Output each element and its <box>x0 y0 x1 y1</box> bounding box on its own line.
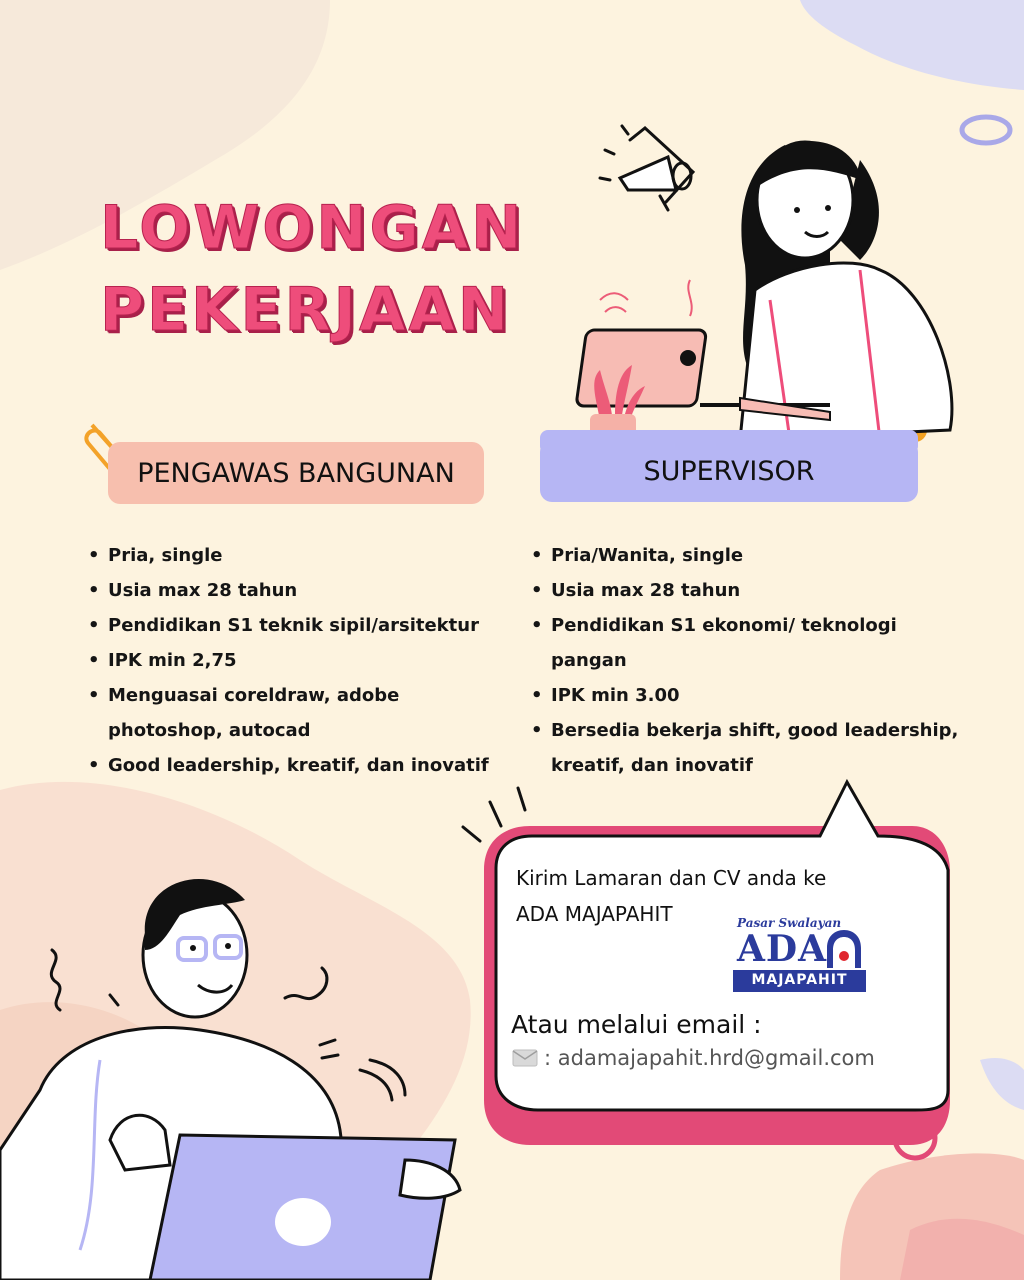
list-item: • Pendidikan S1 ekonomi/ teknologi pangan <box>531 608 961 678</box>
envelope-icon <box>512 1049 538 1067</box>
list-item: • Pria/Wanita, single <box>531 538 961 573</box>
email-address[interactable]: : adamajapahit.hrd@gmail.com <box>544 1046 875 1070</box>
list-item: • Usia max 28 tahun <box>531 573 961 608</box>
ada-majapahit-logo <box>733 910 866 995</box>
title-line-2: PEKERJAAN <box>100 275 512 345</box>
list-item: • Pendidikan S1 teknik sipil/arsitektur <box>88 608 508 643</box>
list-item: • Pria, single <box>88 538 508 573</box>
job-title-pengawas: PENGAWAS BANGUNAN <box>108 442 484 504</box>
send-instruction-line-1: Kirim Lamaran dan CV anda ke <box>516 866 827 890</box>
list-item: • Usia max 28 tahun <box>88 573 508 608</box>
list-item: • Good leadership, kreatif, dan inovatif <box>88 748 508 783</box>
list-item: • Bersedia bekerja shift, good leadership, kreatif, dan inovatif <box>531 713 961 783</box>
title-line-1: LOWONGAN <box>100 193 525 263</box>
job-title-supervisor: SUPERVISOR <box>540 440 918 502</box>
logo-bottom-text: MAJAPAHIT <box>751 972 848 988</box>
list-item: • Menguasai coreldraw, adobe photoshop, autocad <box>88 678 508 748</box>
requirements-list-pengawas <box>88 538 508 783</box>
logo-top-text: Pasar Swalayan <box>737 916 842 930</box>
list-item: • IPK min 2,75 <box>88 643 508 678</box>
requirements-list-supervisor <box>531 538 961 783</box>
email-row[interactable] <box>512 1046 875 1070</box>
logo-arch-icon <box>825 928 863 968</box>
logo-brand-text: ADA <box>737 928 828 970</box>
list-item: • IPK min 3.00 <box>531 678 961 713</box>
send-instruction-line-2: ADA MAJAPAHIT <box>516 902 673 926</box>
email-label: Atau melalui email : <box>511 1010 762 1039</box>
